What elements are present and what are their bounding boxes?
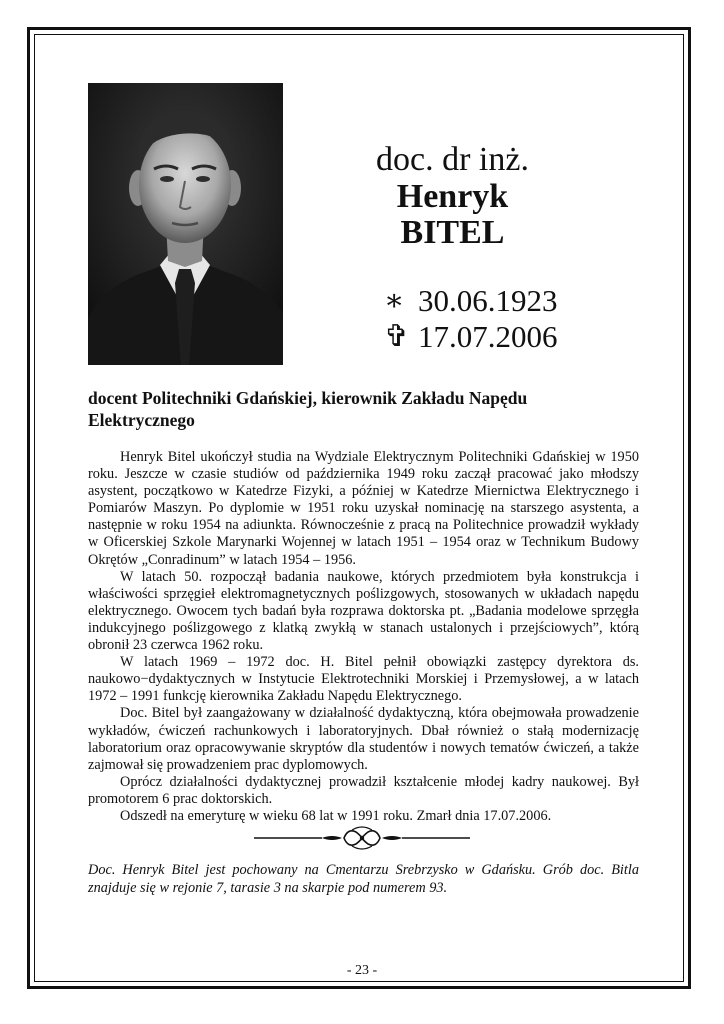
- birth-date: 30.06.1923: [418, 283, 558, 318]
- decorative-divider-icon: [252, 826, 472, 850]
- position-heading: docent Politechniki Gdańskiej, kierownik Zakładu Napędu Elektrycznego: [88, 388, 528, 430]
- death-date: 17.07.2006: [418, 319, 558, 354]
- portrait-illustration: [88, 83, 283, 365]
- first-name: Henryk: [396, 177, 509, 215]
- biography-paragraph: Doc. Bitel był zaangażowany w działalność dydaktyczną, która obejmowała prowadzenie wykładów, ćwiczeń rachunkowych i laboratoryjnych. Dbał również o stałą modernizację laboratorium oraz opracowywanie skryptów dla studentów i nowych tematów ćwiczeń, a także zajmował się prowadzeniem prac dyplomowych.: [88, 705, 639, 773]
- biography-paragraph: Oprócz działalności dydaktycznej prowadził kształcenie młodej kadry naukowej. Był promotorem 6 prac doktorskich.: [88, 773, 639, 807]
- biography-paragraph: W latach 50. rozpoczął badania naukowe, których przedmiotem była konstrukcja i właściwości sprzęgieł elektromagnetycznych poślizgowych, stosowanych w układach napędu elektrycznego. Owocem tych badań była rozprawa doktorska pt. „Badania modelowe sprzęgła indukcyjnego poślizgowego z klatką zwykłą w stanach ustalonych i przejściowych”, którą obronił 23 czerwca 1962 roku.: [88, 568, 639, 654]
- life-dates: [384, 283, 558, 355]
- person-title: [330, 142, 575, 252]
- biography-paragraph: Henryk Bitel ukończył studia na Wydziale Elektrycznym Politechniki Gdańskiej w 1950 roku. Jeszcze w czasie studiów od października 1949 roku zaczął pracować jako młodszy asystent, początkowo w Katedrze Fizyki, a później w Katedrze Miernictwa Elektrycznego i Pomiarów Maszyn. Po dyplomie w 1951 roku uzyskał nominację na starszego asystenta, a następnie w roku 1954 na adiunkta. Równocześnie z pracą na Politechnice prowadził wykłady w Oficerskiej Szkole Marynarki Wojennej w latach 1951 – 1954 oraz w Technikum Budowy Okrętów „Conradinum” w latach 1954 – 1956.: [88, 449, 639, 568]
- biography-text: [88, 449, 639, 825]
- death-cross-icon: ✞: [384, 320, 410, 353]
- birth-date-row: [384, 283, 558, 319]
- academic-title: doc. dr inż.: [376, 141, 529, 178]
- last-name: BITEL: [400, 214, 505, 252]
- biography-paragraph: W latach 1969 – 1972 doc. H. Bitel pełnił obowiązki zastępcy dyrektora ds. naukowo−dydaktycznych w Instytucie Elektrotechniki Morskiej i Przemysłowej, a w latach 1972 – 1991 funkcję kierownika Zakładu Napędu Elektrycznego.: [88, 654, 639, 705]
- death-date-row: [384, 319, 558, 355]
- biography-paragraph: Odszedł na emeryturę w wieku 68 lat w 1991 roku. Zmarł dnia 17.07.2006.: [120, 807, 552, 824]
- page-number: - 23 -: [346, 963, 378, 978]
- burial-note: Doc. Henryk Bitel jest pochowany na Cmentarzu Srebrzysko w Gdańsku. Grób doc. Bitla znajduje się w rejonie 7, tarasie 3 na skarpie pod numerem 93.: [88, 862, 639, 896]
- portrait-photo: [88, 83, 283, 365]
- birth-asterisk-icon: ∗: [384, 284, 405, 317]
